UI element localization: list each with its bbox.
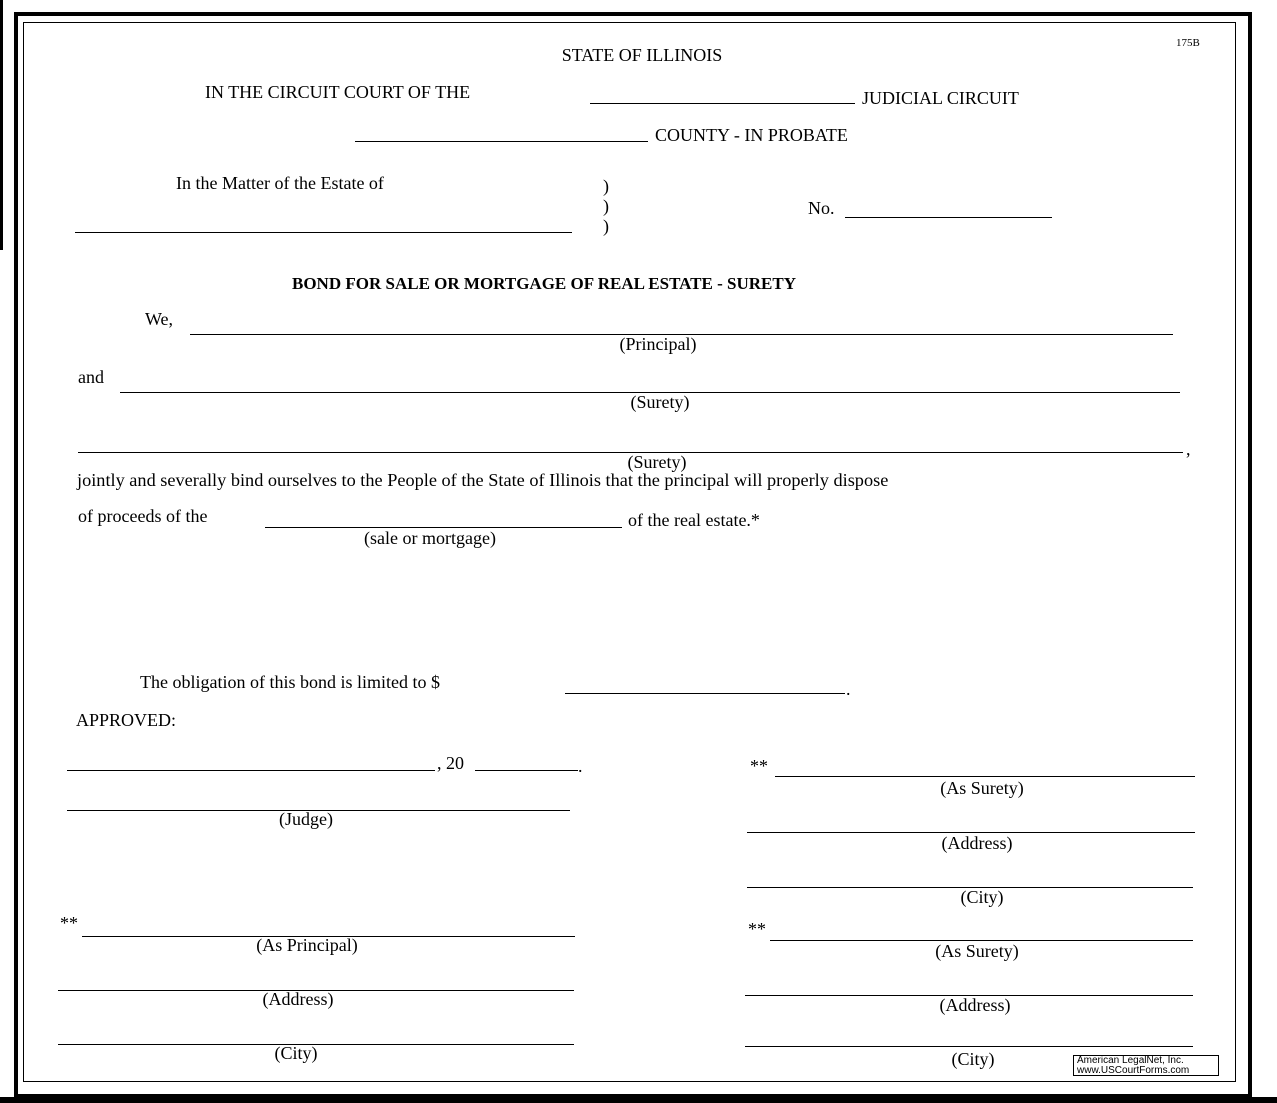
proceeds-label: of proceeds of the	[78, 506, 208, 526]
comma: ,	[1186, 439, 1191, 459]
matter-label: In the Matter of the Estate of	[176, 173, 384, 193]
period: .	[578, 756, 583, 776]
circuit-field[interactable]	[590, 103, 855, 104]
address-caption: (Address)	[941, 833, 1013, 853]
obligation-label: The obligation of this bond is limited to $	[140, 672, 440, 692]
publisher-url[interactable]: www.USCourtForms.com	[1077, 1065, 1190, 1076]
court-label: IN THE CIRCUIT COURT OF THE	[205, 82, 471, 102]
stars: **	[750, 756, 768, 776]
address-caption: (Address)	[262, 989, 334, 1009]
city-caption: (City)	[274, 1043, 318, 1063]
form-title: BOND FOR SALE OR MORTGAGE OF REAL ESTATE - SURETY	[292, 274, 796, 293]
county-field[interactable]	[355, 141, 648, 142]
county-label: COUNTY - IN PROBATE	[655, 125, 848, 145]
stars: **	[60, 913, 78, 933]
approval-year-field[interactable]	[475, 770, 578, 771]
as-surety-caption: (As Surety)	[935, 941, 1019, 961]
surety-2-city-field[interactable]	[745, 1046, 1193, 1047]
case-no-label: No.	[808, 198, 835, 218]
publisher-name: American LegalNet, Inc.	[1077, 1055, 1184, 1066]
city-caption: (City)	[960, 887, 1004, 907]
and-label: and	[78, 367, 104, 387]
paren: )	[603, 196, 609, 216]
scan-left-edge	[0, 0, 3, 250]
surety-2-caption: (Surety)	[627, 452, 687, 472]
as-surety-caption: (As Surety)	[940, 778, 1024, 798]
obligation-amount-field[interactable]	[565, 693, 845, 694]
sale-or-mortgage-caption: (sale or mortgage)	[364, 528, 496, 548]
approved-label: APPROVED:	[76, 710, 177, 730]
jointly-text: jointly and severally bind ourselves to the People of the State of Illinois that the principal will properly dispose	[77, 470, 889, 490]
circuit-label: JUDICIAL CIRCUIT	[862, 88, 1019, 108]
estate-name-field[interactable]	[75, 232, 572, 233]
case-no-field[interactable]	[845, 217, 1052, 218]
publisher-footer	[1073, 1055, 1219, 1076]
city-caption: (City)	[951, 1049, 995, 1069]
judge-caption: (Judge)	[279, 809, 333, 829]
period: .	[846, 679, 851, 699]
year-prefix: , 20	[437, 753, 464, 773]
approval-date-field[interactable]	[67, 770, 435, 771]
address-caption: (Address)	[939, 995, 1011, 1015]
real-estate-label: of the real estate.*	[628, 510, 760, 530]
we-label: We,	[145, 309, 174, 329]
paren: )	[603, 176, 609, 196]
surety-1-caption: (Surety)	[630, 392, 690, 412]
surety-1-signature-field[interactable]	[775, 776, 1195, 777]
stars: **	[748, 919, 766, 939]
paren: )	[603, 216, 609, 236]
state-heading: STATE OF ILLINOIS	[561, 45, 723, 65]
form-number: 175B	[1176, 37, 1200, 49]
principal-caption: (Principal)	[619, 334, 697, 354]
as-principal-caption: (As Principal)	[256, 935, 358, 955]
